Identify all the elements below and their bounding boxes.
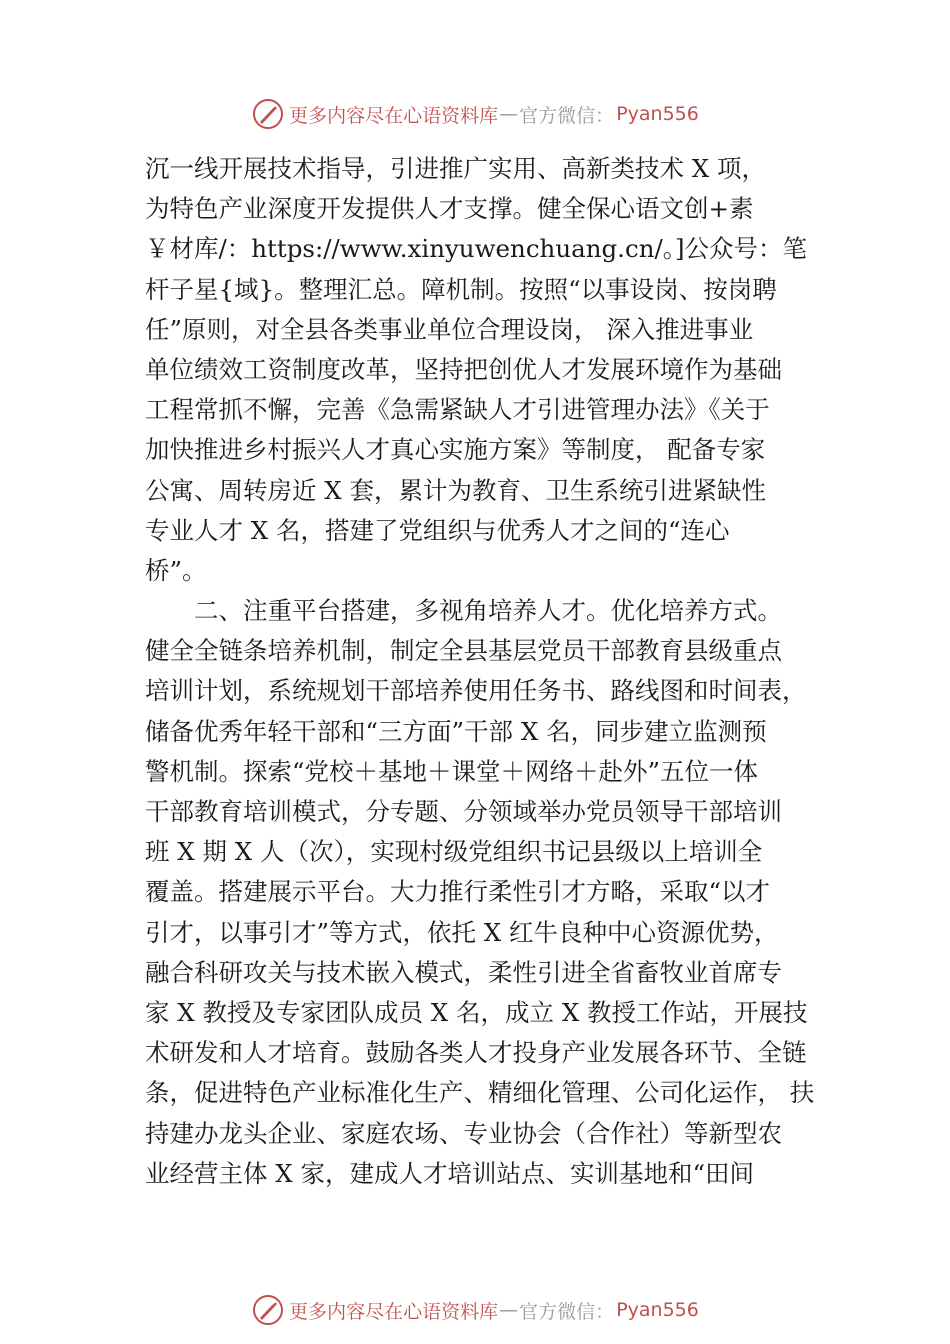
watermark-id: Pyan556 [616, 1299, 699, 1321]
text-line: 专业人才 X 名，搭建了党组织与优秀人才之间的“连心 [145, 515, 730, 545]
text-line: ￥材库/：https://www.xinyuwenchuang.cn/。]公众号：笔 [145, 234, 808, 264]
text-line: 引才，以事引才”等方式，依托 X 红牛良种中心资源优势， [145, 917, 779, 947]
text-line: 单位绩效工资制度改革，坚持把创优人才发展环境作为基础 [145, 354, 782, 384]
watermark-name: 更多内容尽在心语资料库 [289, 1300, 499, 1323]
text-line: 培训计划，系统规划干部培养使用任务书、路线图和时间表， [145, 676, 807, 706]
text-line: 术研发和人才培育。鼓励各类人才投身产业发展各环节、全链 [145, 1038, 807, 1068]
text-line: 为特色产业深度开发提供人才支撑。健全保心语文创+素 [145, 194, 754, 224]
text-line: 家 X 教授及专家团队成员 X 名，成立 X 教授工作站，开展技 [145, 997, 808, 1027]
watermark-id: Pyan556 [616, 103, 699, 125]
text-line: 条，促进特色产业标准化生产、精细化管理、公司化运作， 扶 [145, 1078, 815, 1108]
header-watermark [0, 94, 950, 134]
text-line: 储备优秀年轻干部和“三方面”干部 X 名，同步建立监测预 [145, 716, 767, 746]
text-line: 覆盖。搭建展示平台。大力推行柔性引才方略，采取“以才 [145, 877, 771, 907]
footer-watermark [0, 1290, 950, 1330]
text-line: 干部教育培训模式，分专题、分领域举办党员领导干部培训 [145, 797, 782, 826]
quill-logo-icon [251, 1293, 285, 1327]
quill-logo-icon [251, 97, 285, 131]
text-line: 公寓、周转房近 X 套，累计为教育、卫生系统引进紧缺性 [145, 475, 767, 505]
text-line: 桥”。 [145, 555, 207, 585]
watermark-name: 更多内容尽在心语资料库 [289, 104, 499, 127]
text-line: 沉一线开展技术指导，引进推广实用、高新类技术 X 项， [145, 154, 767, 183]
text-line: 持建办龙头企业、家庭农场、专业协会（合作社）等新型农 [145, 1118, 782, 1148]
watermark-label: 官方微信： [519, 104, 615, 127]
document-body [145, 149, 825, 1194]
text-line: 融合科研攻关与技术嵌入模式，柔性引进全省畜牧业首席专 [145, 957, 782, 987]
text-line: 健全全链条培养机制，制定全县基层党员干部教育县级重点 [145, 636, 782, 666]
text-line: 工程常抓不懈，完善《急需紧缺人才引进管理办法》《关于 [145, 395, 770, 425]
section-heading-line: 二、注重平台搭建，多视角培养人才。优化培养方式。 [194, 596, 782, 626]
text-line: 班 X 期 X 人（次），实现村级党组织书记县级以上培训全 [145, 837, 763, 867]
watermark-label: 官方微信： [519, 1300, 615, 1323]
text-line: 任”原则，对全县各类事业单位合理设岗， 深入推进事业 [145, 314, 754, 344]
text-line: 加快推进乡村振兴人才真心实施方案》等制度， 配备专家 [145, 435, 766, 465]
text-line: 杆子星{域}。整理汇总。障机制。按照“以事设岗、按岗聘 [145, 274, 777, 304]
text-line: 业经营主体 X 家，建成人才培训站点、实训基地和“田间 [145, 1158, 755, 1188]
watermark-separator: — [499, 1299, 519, 1321]
text-line: 警机制。探索“党校＋基地＋课堂＋网络＋赴外”五位一体 [145, 756, 759, 786]
watermark-separator: — [499, 103, 519, 125]
